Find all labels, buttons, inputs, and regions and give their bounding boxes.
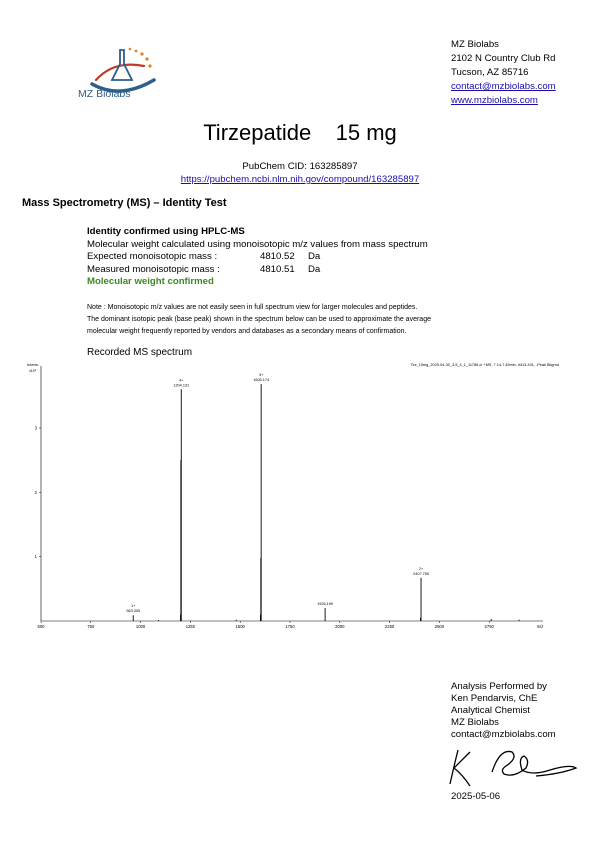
expected-mass-row (87, 251, 428, 264)
x-tick-label: 2500 (434, 624, 445, 629)
peak-charge-label: 2+ (418, 566, 424, 571)
company-name: MZ Biolabs (451, 39, 499, 50)
analyst-line-2: Ken Pendarvis, ChE (451, 693, 538, 704)
ms-spectrum-chart (27, 358, 563, 633)
logo-text: MZ Biolabs (78, 88, 131, 100)
peak-mz-label: 1605.174 (253, 378, 270, 383)
address-line-1: 2102 N Country Club Rd (451, 53, 556, 64)
analyst-line-1: Analysis Performed by (451, 681, 547, 692)
spectrum-header-text: Tirz_15mg_2025-04-30_3-5_4_1_11786.d: +MS, 7.14-7.45min, #413-431, -Peak Bkgrnd (410, 363, 559, 367)
analyst-line-5: contact@mzbiolabs.com (451, 729, 556, 740)
method-text: Molecular weight calculated using monoisotopic m/z values from mass spectrum (87, 238, 428, 250)
analysis-date: 2025-05-06 (451, 791, 501, 802)
peak-mz-label: 963.305 (126, 609, 141, 614)
pubchem-url-wrapper (0, 174, 600, 185)
y-tick-label: 2 (34, 489, 37, 495)
peak-mz-label: 1926.199 (317, 602, 334, 607)
analyst-line-3: Analytical Chemist (451, 705, 530, 716)
measured-mass-row (87, 264, 428, 277)
y-tick-label: 3 (34, 425, 37, 431)
peak-charge-label: 3+ (258, 373, 264, 378)
address-line-2: Tucson, AZ 85716 (451, 67, 529, 78)
identity-heading: Identity confirmed using HPLC-MS (87, 226, 245, 237)
result-status: Molecular weight confirmed (87, 276, 214, 287)
x-tick-label: 750 (87, 624, 95, 629)
handwritten-signature (440, 742, 580, 790)
note-line-1: Note : Monoisotopic m/z values are not easily seen in full spectrum view for larger molecules and peptides. (87, 304, 418, 311)
section-title: Mass Spectrometry (MS) – Identity Test (22, 197, 227, 209)
x-tick-label: 500 (37, 624, 45, 629)
website-link[interactable]: www.mzbiolabs.com (451, 95, 538, 106)
note-line-3: molecular weight frequently reported by vendors and databases as a secondary means of confirmation. (87, 328, 407, 335)
peak-mz-label: 1204.131 (173, 383, 190, 388)
note-line-2: The dominant isotopic peak (base peak) shown in the spectrum below can be used to approximate the average (87, 316, 431, 323)
email-link[interactable]: contact@mzbiolabs.com (451, 81, 556, 92)
x-tick-label: m/z (536, 624, 544, 629)
product-title: Tirzepatide 15 mg (203, 120, 397, 145)
peak-charge-label: 1+ (131, 604, 136, 609)
spectrum-label: Recorded MS spectrum (87, 347, 193, 358)
pubchem-link[interactable]: https://pubchem.ncbi.nlm.nih.gov/compound/163285897 (180, 174, 420, 185)
peak-charge-label: 4+ (179, 378, 184, 383)
y-axis-label: Intens. (27, 362, 40, 367)
x-tick-label: 2250 (384, 624, 395, 629)
identity-block (87, 226, 428, 289)
expected-mass-unit: Da (308, 251, 321, 262)
x-tick-label: 2750 (484, 624, 494, 629)
expected-mass-label: Expected monoisotopic mass : (87, 251, 218, 262)
company-address (451, 38, 556, 108)
x-tick-label: 1500 (235, 624, 245, 629)
analyst-line-4: MZ Biolabs (451, 717, 499, 728)
pubchem-cid: PubChem CID: 163285897 (242, 161, 358, 172)
measured-mass-unit: Da (308, 263, 321, 275)
analyst-block (451, 681, 556, 741)
peak-mz-label: 2407.755 (413, 571, 429, 576)
y-axis-unit: x10⁶ (29, 369, 37, 373)
x-tick-label: 1000 (135, 624, 146, 629)
x-tick-label: 1250 (185, 624, 196, 629)
x-tick-label: 2000 (335, 624, 345, 629)
x-tick-label: 1750 (285, 624, 295, 629)
y-tick-label: 1 (34, 554, 37, 560)
measured-mass-value: 4810.51 (260, 263, 295, 275)
note-block (87, 302, 507, 338)
measured-mass-label: Measured monoisotopic mass : (87, 263, 220, 275)
expected-mass-value: 4810.52 (260, 251, 295, 262)
